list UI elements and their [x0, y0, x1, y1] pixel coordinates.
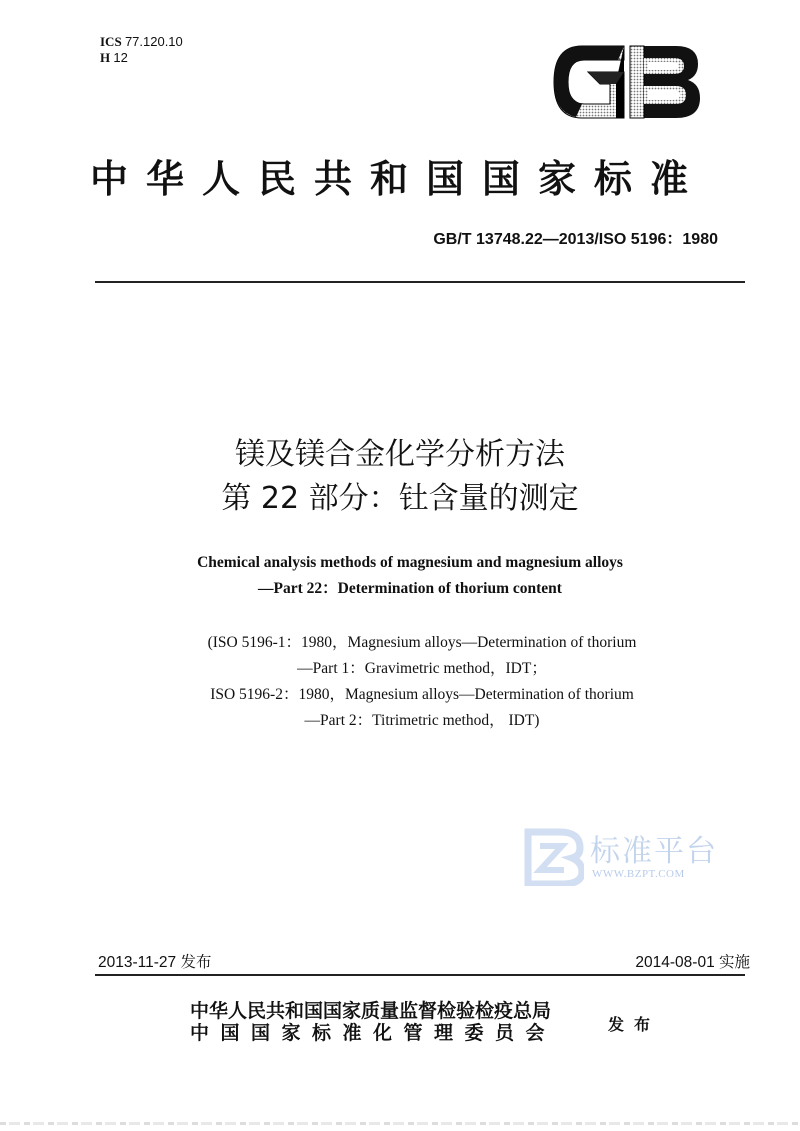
issuer-sac: 中国国家标准化管理委员会 [190, 1022, 557, 1044]
gb-logo-icon [552, 42, 702, 122]
standard-number: GB/T 13748.22—2013/ISO 5196：1980 [433, 231, 718, 248]
issue-date: 2013-11-27 发布 [98, 954, 212, 971]
chinese-title-line2: 第 22 部分：钍含量的测定 [221, 481, 579, 516]
issuer-aqsiq: 中华人民共和国国家质量监督检验检疫总局 [190, 1000, 552, 1022]
ics-code: ICS 77.120.10 [100, 34, 183, 49]
ccs-code: H 12 [100, 50, 128, 65]
english-title-line2: —Part 22：Determination of thorium content [258, 580, 562, 597]
bzpt-logo-icon [524, 826, 584, 891]
equivalence-line1: (ISO 5196-1：1980，Magnesium alloys—Determination of thorium [207, 634, 637, 651]
national-standard-title: 中华人民共和国国家标准 [90, 156, 707, 201]
issuing-authorities [190, 1000, 556, 1044]
iso-equivalence-note [0, 630, 800, 734]
english-title-line1: Chemical analysis methods of magnesium and magnesium alloys [197, 554, 623, 571]
header-divider [95, 281, 745, 283]
equivalence-line4: —Part 2：Titrimetric method， IDT) [304, 712, 540, 729]
implementation-date: 2014-08-01 实施 [635, 954, 750, 971]
scan-edge-artifact [0, 1122, 800, 1125]
equivalence-line3: ISO 5196-2：1980，Magnesium alloys—Determination of thorium [210, 686, 634, 703]
chinese-title-line1: 镁及镁合金化学分析方法 [235, 437, 565, 472]
issue-verb: 发布 [608, 1015, 661, 1034]
watermark-text: 标准平台 [590, 834, 718, 869]
english-title [0, 550, 800, 602]
classification-codes [100, 34, 183, 66]
footer-divider [95, 974, 745, 976]
equivalence-line2: —Part 1：Gravimetric method，IDT； [297, 660, 547, 677]
watermark-url: WWW.BZPT.COM [592, 868, 685, 880]
